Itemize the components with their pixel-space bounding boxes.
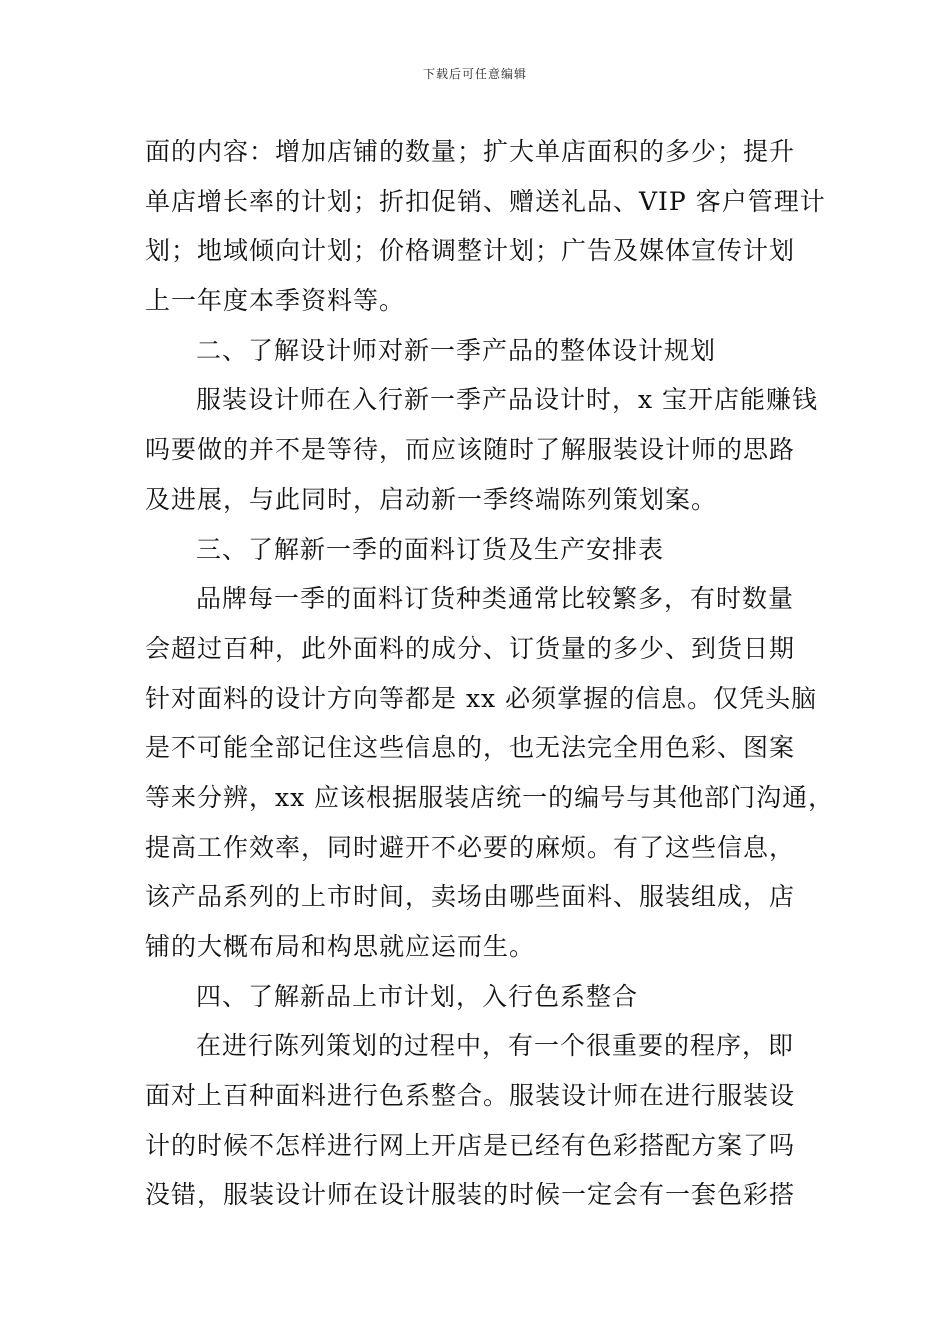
text-line: 面的内容：增加店铺的数量；扩大单店面积的多少；提升 — [145, 137, 796, 166]
text-line: 及进展，与此同时，启动新一季终端陈列策划案。 — [145, 484, 718, 514]
text-line: 提高工作效率，同时避开不必要的麻烦。有了这些信息， — [145, 832, 796, 862]
text-line: 服装设计师在入行新一季产品设计时，x 宝开店能赚钱 — [196, 385, 819, 415]
text-line: 在进行陈列策划的过程中，有一个很重要的程序，即 — [196, 1031, 795, 1061]
document-body — [145, 127, 835, 1220]
text-line: 品牌每一季的面料订货种类通常比较繁多，有时数量 — [196, 584, 795, 614]
text-line: 单店增长率的计划；折扣促销、赠送礼品、VIP 客户管理计 — [145, 186, 826, 216]
text-line: 铺的大概布局和构思就应运而生。 — [145, 932, 536, 961]
text-line: 是不可能全部记住这些信息的，也无法完全用色彩、图案 — [145, 733, 796, 763]
text-line: 计的时候不怎样进行网上开店是已经有色彩搭配方案了吗 — [145, 1130, 796, 1160]
section-heading: 四、了解新品上市计划，入行色系整合 — [196, 981, 639, 1011]
text-line: 针对面料的设计方向等都是 xx 必须掌握的信息。仅凭头脑 — [145, 683, 818, 713]
text-line: 该产品系列的上市时间，卖场由哪些面料、服装组成，店 — [145, 882, 796, 912]
page-header: 下载后可任意编辑 — [422, 67, 527, 81]
section-heading: 二、了解设计师对新一季产品的整体设计规划 — [196, 335, 717, 365]
text-line: 没错，服装设计师在设计服装的时候一定会有一套色彩搭 — [145, 1180, 796, 1210]
section-heading: 三、了解新一季的面料订货及生产安排表 — [196, 534, 665, 564]
text-line: 等来分辨，xx 应该根据服装店统一的编号与其他部门沟通， — [145, 782, 835, 812]
text-line: 划；地域倾向计划；价格调整计划；广告及媒体宣传计划 — [145, 236, 796, 266]
text-line: 会超过百种，此外面料的成分、订货量的多少、到货日期 — [145, 633, 796, 663]
text-line: 吗要做的并不是等待，而应该随时了解服装设计师的思路 — [145, 435, 796, 465]
text-line: 上一年度本季资料等。 — [145, 286, 406, 316]
text-line: 面对上百种面料进行色系整合。服装设计师在进行服装设 — [145, 1081, 796, 1111]
